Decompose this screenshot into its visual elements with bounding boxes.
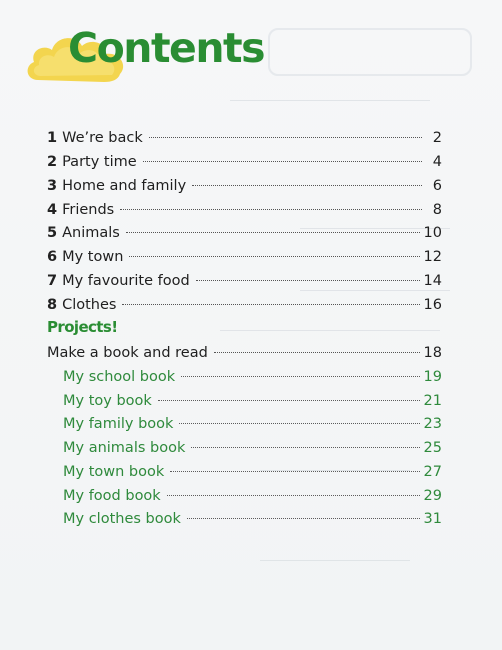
entry-title: My family book bbox=[63, 416, 174, 432]
entry-title: My school book bbox=[63, 369, 176, 385]
toc-entry-unit-4[interactable] bbox=[47, 199, 442, 221]
page-number: 25 bbox=[423, 440, 442, 456]
toc-entry-unit-2[interactable] bbox=[47, 151, 442, 173]
toc-entry-town-book[interactable] bbox=[63, 461, 442, 483]
unit-number: 4 bbox=[47, 202, 58, 218]
projects-heading: Projects! bbox=[47, 318, 118, 336]
toc-entry-school-book[interactable] bbox=[63, 366, 442, 388]
page-number: 18 bbox=[423, 345, 442, 361]
unit-number: 3 bbox=[47, 178, 58, 194]
unit-title: My favourite food bbox=[62, 273, 190, 289]
page-number: 12 bbox=[423, 249, 442, 265]
dot-leader bbox=[143, 161, 422, 162]
entry-title: My animals book bbox=[63, 440, 186, 456]
dot-leader bbox=[214, 352, 420, 353]
dot-leader bbox=[181, 376, 419, 377]
page-number: 21 bbox=[423, 393, 442, 409]
entry-title: Make a book and read bbox=[47, 345, 208, 361]
unit-number: 1 bbox=[47, 130, 58, 146]
unit-number: 8 bbox=[47, 297, 58, 313]
entry-title: My town book bbox=[63, 464, 165, 480]
page-number: 2 bbox=[432, 130, 442, 146]
dot-leader bbox=[158, 400, 420, 401]
unit-number: 5 bbox=[47, 225, 58, 241]
toc-entry-clothes-book[interactable] bbox=[63, 508, 442, 530]
page-number: 16 bbox=[423, 297, 442, 313]
dot-leader bbox=[120, 209, 422, 210]
dot-leader bbox=[196, 280, 420, 281]
page-number: 6 bbox=[432, 178, 442, 194]
page-number: 31 bbox=[423, 511, 442, 527]
page-number: 8 bbox=[432, 202, 442, 218]
toc-entry-toy-book[interactable] bbox=[63, 390, 442, 412]
page-number: 4 bbox=[432, 154, 442, 170]
dot-leader bbox=[191, 447, 419, 448]
unit-number: 6 bbox=[47, 249, 58, 265]
dot-leader bbox=[187, 518, 420, 519]
toc-entry-unit-7[interactable] bbox=[47, 270, 442, 292]
toc-entry-unit-8[interactable] bbox=[47, 294, 442, 316]
unit-number: 7 bbox=[47, 273, 58, 289]
unit-title: My town bbox=[62, 249, 124, 265]
page-number: 29 bbox=[423, 488, 442, 504]
toc-entry-animals-book[interactable] bbox=[63, 437, 442, 459]
toc-entry-unit-6[interactable] bbox=[47, 246, 442, 268]
page-number: 27 bbox=[423, 464, 442, 480]
toc-entry-unit-5[interactable] bbox=[47, 222, 442, 244]
entry-title: My clothes book bbox=[63, 511, 181, 527]
dot-leader bbox=[179, 423, 419, 424]
dot-leader bbox=[129, 256, 419, 257]
page-number: 23 bbox=[423, 416, 442, 432]
unit-title: Animals bbox=[62, 225, 120, 241]
page-number: 19 bbox=[423, 369, 442, 385]
toc-entry-food-book[interactable] bbox=[63, 485, 442, 507]
dot-leader bbox=[122, 304, 419, 305]
dot-leader bbox=[149, 137, 422, 138]
unit-title: Friends bbox=[62, 202, 115, 218]
page-number: 10 bbox=[423, 225, 442, 241]
toc-entry-make-a-book[interactable] bbox=[47, 342, 442, 364]
toc-entry-unit-3[interactable] bbox=[47, 175, 442, 197]
unit-title: Home and family bbox=[62, 178, 187, 194]
page-number: 14 bbox=[423, 273, 442, 289]
entry-title: My toy book bbox=[63, 393, 152, 409]
dot-leader bbox=[167, 495, 420, 496]
entry-title: My food book bbox=[63, 488, 161, 504]
unit-title: Clothes bbox=[62, 297, 117, 313]
dot-leader bbox=[170, 471, 419, 472]
unit-number: 2 bbox=[47, 154, 58, 170]
toc-entry-family-book[interactable] bbox=[63, 413, 442, 435]
toc-entry-unit-1[interactable] bbox=[47, 127, 442, 149]
page-title: Contents bbox=[68, 24, 265, 72]
unit-title: Party time bbox=[62, 154, 137, 170]
dot-leader bbox=[126, 232, 420, 233]
dot-leader bbox=[192, 185, 422, 186]
unit-title: We’re back bbox=[62, 130, 143, 146]
